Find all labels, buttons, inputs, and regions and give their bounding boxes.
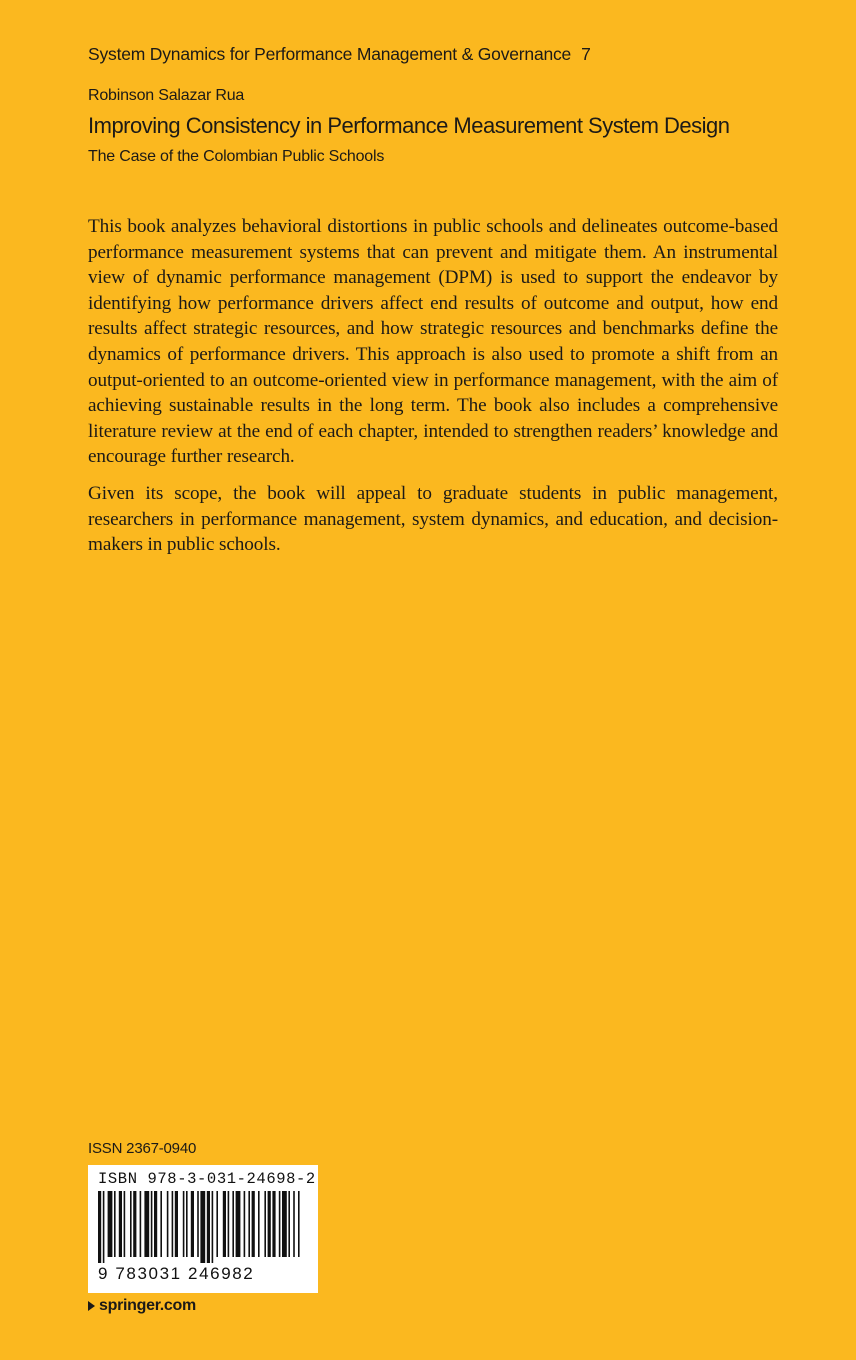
barcode-bar: [133, 1191, 136, 1257]
barcode-bar: [130, 1191, 132, 1257]
barcode-bar: [252, 1191, 255, 1257]
barcode-digits: 9 783031 246982: [98, 1264, 255, 1283]
author-name: Robinson Salazar Rua: [88, 87, 245, 104]
blurb: [88, 214, 778, 569]
barcode-bar: [228, 1191, 230, 1257]
barcode-bar: [244, 1191, 246, 1257]
barcode-bar: [248, 1191, 250, 1257]
series-line: [88, 44, 591, 65]
barcode-bar: [197, 1191, 199, 1257]
barcode-bar: [236, 1191, 241, 1257]
series-title: System Dynamics for Performance Management & Governance: [88, 44, 572, 64]
barcode-bar: [264, 1191, 266, 1257]
barcode-bar: [183, 1191, 185, 1257]
barcode-bar: [154, 1191, 157, 1257]
barcode-bar: [160, 1191, 162, 1257]
blurb-paragraph-2: Given its scope, the book will appeal to graduate students in public management, researchers in performance management, system dynamics, and education, and decision-makers in public schools.: [88, 482, 778, 556]
isbn-label: ISBN 978-3-031-24698-2: [98, 1170, 316, 1188]
barcode-bar: [144, 1191, 149, 1257]
barcode-bar: [140, 1191, 142, 1257]
publisher-link[interactable]: [88, 1297, 196, 1315]
barcode-bar: [186, 1191, 188, 1257]
barcode-bar: [298, 1191, 300, 1257]
barcode-bar: [191, 1191, 194, 1257]
barcode-bar: [175, 1191, 178, 1257]
barcode-bar: [108, 1191, 113, 1257]
barcode-bar: [103, 1191, 105, 1263]
blurb-paragraph-1: This book analyzes behavioral distortions in public schools and delineates outcome-based performance measurement systems that can prevent and mitigate them. An instrumental view of dynamic performance management (DPM) is used to support the endeavor by identifying how performance drivers affect end results of outcome and output, how end results affect strategic resources, and how strategic resources and benchmarks define the dynamics of performance drivers. This approach is also used to promote a shift from an output-oriented to an outcome-oriented view in performance management, with the aim of achieving sustainable results in the long term. The book also includes a comprehensive literature review at the end of each chapter, intended to strengthen readers’ knowledge and encourage further research.: [88, 216, 778, 468]
barcode-bar: [172, 1191, 174, 1257]
triangle-arrow-icon: [88, 1301, 95, 1311]
barcode-bar: [216, 1191, 218, 1257]
barcode-bar: [258, 1191, 260, 1257]
barcode-bar: [268, 1191, 271, 1257]
barcode-bar: [223, 1191, 226, 1257]
barcode-bar: [114, 1191, 116, 1257]
barcode-bar: [232, 1191, 234, 1257]
barcode-bar: [119, 1191, 122, 1257]
barcode-bar: [151, 1191, 153, 1257]
barcode-bar: [272, 1191, 275, 1257]
issn-label: ISSN 2367-0940: [88, 1140, 197, 1157]
barcode-bars: [96, 1191, 310, 1263]
barcode-bar: [293, 1191, 295, 1257]
publisher-link-label: springer.com: [99, 1297, 196, 1314]
barcode-bar: [98, 1191, 101, 1263]
barcode-bar: [200, 1191, 205, 1263]
barcode-bar: [212, 1191, 214, 1263]
barcode-bar: [279, 1191, 281, 1257]
series-volume: 7: [581, 44, 591, 64]
barcode-panel: [88, 1165, 318, 1293]
book-subtitle: The Case of the Colombian Public Schools: [88, 148, 385, 165]
barcode-bar: [207, 1191, 210, 1263]
barcode-bar: [288, 1191, 290, 1257]
barcode-bar: [124, 1191, 126, 1257]
barcode-bar: [282, 1191, 287, 1257]
book-title: Improving Consistency in Performance Measurement System Design: [88, 113, 730, 138]
barcode-bar: [167, 1191, 169, 1257]
